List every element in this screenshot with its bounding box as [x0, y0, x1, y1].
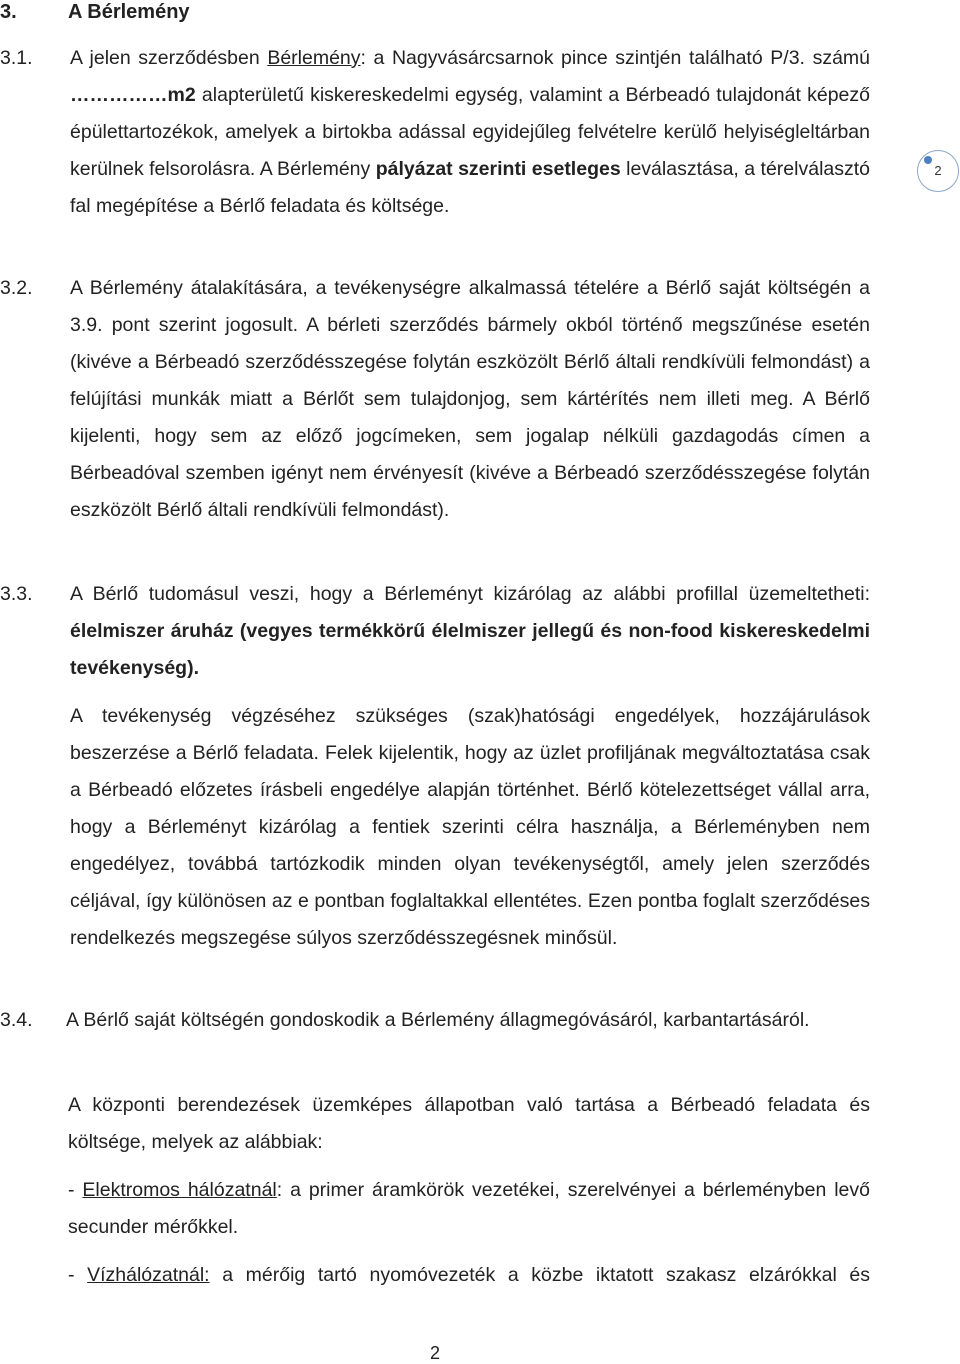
badge-dot-icon	[924, 156, 932, 164]
clause-3-2-text: A Bérlemény átalakítására, a tevékenységre alkalmassá tételére a Bérlő saját költségén a 3.9. pont szerint jogosult. A bérleti szerződés bármely okból történő megszűnése esetén (kivéve a Bérbeadó szerződésszegése folytán eszközölt Bérlő általi rendkívüli felmondást) a felújítási munkák miatt a Bérlőt sem tulajdonjog, sem kártérítés nem illeti meg. A Bérlő kijelenti, hogy sem az előző jogcímeken, sem jogalap nélküli gazdagodás címen a Bérbeadóval szemben igényt nem érvényesít (kivéve a Bérbeadó szerződésszegése folytán eszközölt Bérlő általi rendkívüli felmondást).	[70, 277, 870, 521]
clause-3-3-para2: A tevékenység végzéséhez szükséges (szak)hatósági engedélyek, hozzájárulások beszerzése a Bérlő feladata. Felek kijelentik, hogy az üzlet profiljának megváltoztatása csak a Bérbeadó előzetes írásbeli engedélye alapján történhet. Bérlő kötelezettséget vállal arra, hogy a Bérleményt kizárólag a fentiek szerinti célra használja, a Bérleményben nem engedélyez, továbbá tartózkodik minden olyan tevékenységtől, amely jelen szerződés céljával, így különösen az e pontban foglaltakkal ellentétes. Ezen pontba foglalt szerződéses rendelkezés megszegése súlyos szerződésszegésnek minősül.	[70, 705, 870, 949]
page-badge-label: 2	[934, 163, 942, 178]
clause-number: 3.3.	[0, 583, 33, 605]
clause-3-4-text: A Bérlő saját költségén gondoskodik a Bérlemény állagmegóvásáról, karbantartásáról.	[66, 1009, 810, 1031]
clause-number: 3.2.	[0, 277, 33, 299]
clause-3-1-text: A jelen szerződésben Bérlemény: a Nagyvásárcsarnok pince szintjén található P/3. számú ……………m2 alapterületű kiskereskedelmi egység, valamint a Bérbeadó tulajdonát képező épülettartozékok, amelyek a birtokba adással egyidejűleg felvételre kerülő helyiségleltárban kerülnek felsorolásra. A Bérlemény pályázat szerinti esetleges leválasztása, a térelválasztó fal megépítése a Bérlő feladata és költsége.	[70, 47, 871, 217]
section-title: A Bérlemény	[68, 1, 190, 23]
page-badge	[917, 150, 959, 192]
list-item-electrical: - Elektromos hálózatnál: a primer áramkörök vezetékei, szerelvényei a bérleményben levő secunder mérőkkel.	[68, 1179, 870, 1238]
list-item-water: - Vízhálózatnál: a mérőig tartó nyomóvezeték a közbe iktatott szakasz elzárókkal és	[68, 1264, 870, 1286]
section-heading	[0, 0, 190, 24]
clause-number: 3.4.	[0, 1009, 33, 1031]
page-number: 2	[429, 1343, 440, 1363]
clause-3-4-para2: A központi berendezések üzemképes állapotban való tartása a Bérbeadó feladata és költsége, melyek az alábbiak:	[68, 1094, 870, 1153]
section-number: 3.	[0, 1, 17, 23]
clause-3-3-text: A Bérlő tudomásul veszi, hogy a Bérleményt kizárólag az alábbi profillal üzemeltetheti: élelmiszer áruház (vegyes termékkörű élelmiszer jellegű és non-food kiskereskedelmi tevékenység).	[70, 583, 870, 679]
clause-number: 3.1.	[0, 47, 33, 69]
